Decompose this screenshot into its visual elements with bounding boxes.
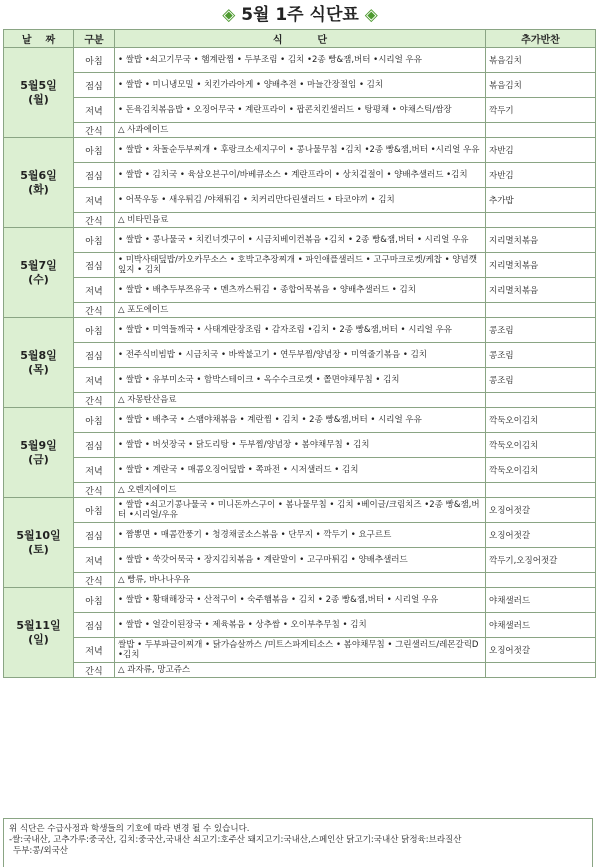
extra-side-dish: 볶음김치	[486, 73, 596, 98]
extra-side-dish: 깍두기,오징어젓갈	[486, 548, 596, 573]
extra-side-dish: 추가밥	[486, 188, 596, 213]
meal-items: △ 과자류, 망고쥬스	[115, 663, 486, 678]
meal-type: 간식	[74, 483, 115, 498]
extra-side-dish: 오징어젓갈	[486, 498, 596, 523]
table-row	[4, 588, 596, 613]
meal-items: • 쌀밥 •쇠고기무국 • 햄계란찜 • 두부조림 • 김치 •2종 빵&잼,버터 •시리얼 우유	[115, 48, 486, 73]
meal-items: △ 자몽탄산음료	[115, 393, 486, 408]
header-type: 구분	[74, 30, 115, 48]
meal-items: • 쌀밥 • 유부미소국 • 함박스테이크 • 옥수수크로켓 • 쫄면야채무침 • 김치	[115, 368, 486, 393]
table-row	[4, 498, 596, 523]
header-extra: 추가반찬	[486, 30, 596, 48]
notice-box	[3, 818, 593, 867]
meal-items: • 쌀밥 •쇠고기콩나물국 • 미니돈까스구이 • 봄나물무침 • 김치 •베이글/크림치즈 •2종 빵&잼,버터 •시리얼/우유	[115, 498, 486, 523]
meal-items: • 쌀밥 • 계란국 • 매콤오징어덮밥 • 쪽파전 • 시저샐러드 • 김치	[115, 458, 486, 483]
extra-side-dish	[486, 123, 596, 138]
day-weekday: (토)	[28, 542, 49, 556]
meal-type: 저녁	[74, 368, 115, 393]
day-date-cell	[4, 408, 74, 498]
meal-type: 아침	[74, 408, 115, 433]
table-row	[4, 163, 596, 188]
day-date: 5월6일	[20, 168, 57, 182]
extra-side-dish: 콩조림	[486, 343, 596, 368]
meal-items: • 미박사태덮밥/카오카무소스 • 호박고추장찌개 • 파인애플샐러드 • 고구마크로켓/케찹 • 양념깻잎지 • 김치	[115, 253, 486, 278]
notice-line-3: 두부:콩/외국산	[13, 846, 68, 856]
meal-type: 점심	[74, 253, 115, 278]
extra-side-dish: 깍둑오이김치	[486, 458, 596, 483]
extra-side-dish	[486, 663, 596, 678]
table-row	[4, 318, 596, 343]
extra-side-dish	[486, 213, 596, 228]
meal-type: 아침	[74, 498, 115, 523]
table-row	[4, 303, 596, 318]
day-weekday: (금)	[28, 452, 49, 466]
day-date: 5월9일	[20, 438, 57, 452]
meal-type: 아침	[74, 48, 115, 73]
extra-side-dish: 자반김	[486, 163, 596, 188]
meal-type: 저녁	[74, 98, 115, 123]
table-row	[4, 393, 596, 408]
table-row	[4, 663, 596, 678]
meal-type: 아침	[74, 138, 115, 163]
meal-items: • 쌀밥 • 얼갈이된장국 • 제육볶음 • 상추쌈 • 오이부추무침 • 김치	[115, 613, 486, 638]
meal-type: 간식	[74, 663, 115, 678]
meal-items: • 쌀밥 • 콩나물국 • 치킨너겟구이 • 시금치베이컨볶음 •김치 • 2종 빵&잼,버터 • 시리얼 우유	[115, 228, 486, 253]
extra-side-dish: 오징어젓갈	[486, 523, 596, 548]
table-row	[4, 368, 596, 393]
extra-side-dish	[486, 573, 596, 588]
table-row	[4, 48, 596, 73]
table-row	[4, 343, 596, 368]
day-date-cell	[4, 498, 74, 588]
extra-side-dish: 지리멸치볶음	[486, 228, 596, 253]
meal-items: △ 포도에이드	[115, 303, 486, 318]
table-row	[4, 138, 596, 163]
meal-items: • 쌀밥 • 미역들깨국 • 사태계란장조림 • 감자조림 •김치 • 2종 빵&잼,버터 • 시리얼 우유	[115, 318, 486, 343]
diamond-icon: ◈	[222, 5, 236, 25]
header-menu: 식 단	[115, 30, 486, 48]
extra-side-dish: 콩조림	[486, 368, 596, 393]
day-date-cell	[4, 588, 74, 678]
day-date: 5월10일	[16, 528, 61, 542]
extra-side-dish	[486, 483, 596, 498]
day-weekday: (목)	[28, 362, 49, 376]
meal-items: △ 비타민음료	[115, 213, 486, 228]
meal-type: 저녁	[74, 638, 115, 663]
meal-items: △ 빵류, 바나나우유	[115, 573, 486, 588]
meal-type: 저녁	[74, 548, 115, 573]
meal-type: 간식	[74, 123, 115, 138]
meal-type: 점심	[74, 433, 115, 458]
meal-items: △ 오렌지에이드	[115, 483, 486, 498]
table-row	[4, 573, 596, 588]
meal-type: 간식	[74, 213, 115, 228]
day-weekday: (화)	[28, 182, 49, 196]
table-row	[4, 253, 596, 278]
extra-side-dish: 깍둑오이김치	[486, 408, 596, 433]
table-row	[4, 613, 596, 638]
meal-type: 저녁	[74, 458, 115, 483]
day-date-cell	[4, 138, 74, 228]
meal-items: • 쌀밥 • 버섯장국 • 닭도리탕 • 두부찜/양념장 • 봄야채무침 • 김치	[115, 433, 486, 458]
day-date-cell	[4, 48, 74, 138]
meal-items: • 전주식비빔밥 • 시금치국 • 바싹불고기 • 연두부찜/양념장 • 미역줄기볶음 • 김치	[115, 343, 486, 368]
day-date: 5월5일	[20, 78, 57, 92]
meal-items: • 쌀밥 • 쑥갓어묵국 • 장지김치볶음 • 계란말이 • 고구마튀김 • 양배추샐러드	[115, 548, 486, 573]
meal-table	[3, 29, 596, 678]
extra-side-dish	[486, 303, 596, 318]
extra-side-dish	[486, 393, 596, 408]
meal-items: 쌀밥 • 두부파글이찌개 • 닭가슴살까스 /미트스파게티소스 • 봄야채무침 • 그린샐러드/레몬갈릭D •김치	[115, 638, 486, 663]
meal-type: 간식	[74, 303, 115, 318]
table-body	[4, 48, 596, 678]
extra-side-dish: 지리멸치볶음	[486, 278, 596, 303]
day-date-cell	[4, 318, 74, 408]
extra-side-dish: 볶음김치	[486, 48, 596, 73]
extra-side-dish: 지리멸치볶음	[486, 253, 596, 278]
extra-side-dish: 깍두기	[486, 98, 596, 123]
extra-side-dish: 오징어젓갈	[486, 638, 596, 663]
page-title	[0, 2, 600, 29]
meal-type: 점심	[74, 613, 115, 638]
diamond-icon: ◈	[364, 5, 378, 25]
meal-type: 점심	[74, 163, 115, 188]
meal-type: 점심	[74, 73, 115, 98]
meal-type: 간식	[74, 573, 115, 588]
meal-type: 저녁	[74, 278, 115, 303]
extra-side-dish: 자반김	[486, 138, 596, 163]
day-date: 5월8일	[20, 348, 57, 362]
meal-items: • 쌀밥 • 차돌순두부찌개 • 후랑크소세지구이 • 콩나물무침 •김치 •2종 빵&잼,버터 •시리얼 우유	[115, 138, 486, 163]
meal-type: 아침	[74, 228, 115, 253]
table-row	[4, 73, 596, 98]
meal-items: • 돈육김치볶음밥 • 오징어무국 • 계란프라이 • 팝콘치킨샐러드 • 탕평채 • 야채스틱/쌈장	[115, 98, 486, 123]
day-date: 5월11일	[16, 618, 61, 632]
meal-type: 점심	[74, 523, 115, 548]
table-header-row	[4, 30, 596, 48]
extra-side-dish: 야채샐러드	[486, 613, 596, 638]
table-row	[4, 458, 596, 483]
meal-type: 간식	[74, 393, 115, 408]
table-row	[4, 123, 596, 138]
meal-type: 아침	[74, 318, 115, 343]
day-date-cell	[4, 228, 74, 318]
extra-side-dish: 콩조림	[486, 318, 596, 343]
meal-items: △ 사과에이드	[115, 123, 486, 138]
day-weekday: (일)	[28, 632, 49, 646]
header-date: 날 짜	[4, 30, 74, 48]
table-row	[4, 548, 596, 573]
table-row	[4, 213, 596, 228]
day-date: 5월7일	[20, 258, 57, 272]
extra-side-dish: 야채샐러드	[486, 588, 596, 613]
table-row	[4, 483, 596, 498]
table-row	[4, 278, 596, 303]
meal-items: • 쌀밥 • 김치국 • 육삼오븐구이/바베큐소스 • 계란프라이 • 상치겉절이 • 양배추샐러드 •김치	[115, 163, 486, 188]
day-weekday: (월)	[28, 92, 49, 106]
meal-items: • 어묵우동 • 새우튀김 /야채튀김 • 치커리만다린샐러드 • 타코야끼 • 김치	[115, 188, 486, 213]
table-row	[4, 98, 596, 123]
table-row	[4, 228, 596, 253]
notice-line-2: -쌀:국내산, 고추가루:중국산, 김치:중국산,국내산 쇠고기:호주산 돼지고기:국내산,스페인산 닭고기:국내산 닭정육:브라질산	[9, 835, 462, 845]
title-text: 5월 1주 식단표	[241, 5, 359, 25]
table-row	[4, 433, 596, 458]
table-row	[4, 188, 596, 213]
table-row	[4, 638, 596, 663]
meal-type: 아침	[74, 588, 115, 613]
table-row	[4, 408, 596, 433]
meal-items: • 짬뽕면 • 매콤깐풍기 • 청경채굴소스볶음 • 단무지 • 깍두기 • 요구르트	[115, 523, 486, 548]
meal-items: • 쌀밥 • 미니냉모밀 • 치킨가라아게 • 양배추전 • 마늘간장절임 • 김치	[115, 73, 486, 98]
meal-type: 점심	[74, 343, 115, 368]
meal-items: • 쌀밥 • 황태해장국 • 산적구이 • 숙주햄볶음 • 김치 • 2종 빵&잼,버터 • 시리얼 우유	[115, 588, 486, 613]
extra-side-dish: 깍둑오이김치	[486, 433, 596, 458]
meal-items: • 쌀밥 • 배추국 • 스팸야채볶음 • 계란찜 • 김치 • 2종 빵&잼,버터 • 시리얼 우유	[115, 408, 486, 433]
meal-type: 저녁	[74, 188, 115, 213]
table-row	[4, 523, 596, 548]
day-weekday: (수)	[28, 272, 49, 286]
notice-line-1: 위 식단은 수급사정과 학생들의 기호에 따라 변경 될 수 있습니다.	[9, 824, 250, 834]
meal-items: • 쌀밥 • 배추두부쯔유국 • 멘츠까스튀김 • 종합어묵볶음 • 양배추샐러드 • 김치	[115, 278, 486, 303]
